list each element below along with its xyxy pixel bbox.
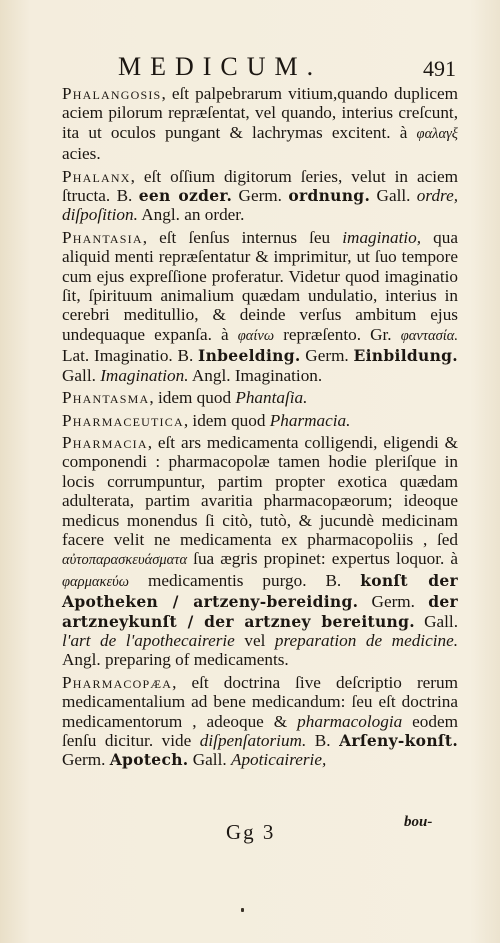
greek-term: αὐτοπαρασκευάσματα [62, 552, 188, 569]
dictionary-entry [62, 673, 458, 770]
entry-text: Germ. [62, 750, 110, 770]
entry-headword: Phalanx [62, 166, 131, 186]
entry-text: acies. [62, 144, 101, 164]
ink-speck [241, 908, 244, 912]
entry-text: B. [306, 731, 340, 750]
entry-headword: Pharmacopæa [62, 672, 173, 692]
blackletter-term: konſt der Apotheken / artzeny-bereiding. [62, 570, 458, 612]
blackletter-term: Arſeny-konſt. [339, 731, 459, 750]
greek-term: φαντασία. [400, 327, 458, 344]
italic-term: Imagination. [100, 365, 189, 385]
catchword: bou- [404, 814, 433, 830]
greek-term: φαλαγξ [416, 125, 458, 142]
italic-term: ordre, diſpoſition. [62, 186, 459, 225]
entry-text: , eſt ſenſus internus ſeu [142, 227, 343, 247]
page-header [0, 52, 500, 82]
italic-term: pharmacologia [297, 711, 403, 731]
blackletter-term: Apotech. [109, 750, 189, 770]
blackletter-term: Inbeelding. [198, 346, 301, 366]
dictionary-entry [62, 433, 458, 670]
entry-text: , eſt doctrina ſive deſcriptio rerum medicamentalium ad bene medicandum: ſeu eſt doctrina medicamentorum , adeoque & [62, 672, 458, 731]
dictionary-entry [62, 228, 458, 385]
entry-headword: Phalangosis [62, 84, 162, 103]
greek-term: φαρμακεύω [62, 573, 130, 590]
dictionary-entries [62, 84, 458, 773]
dictionary-entry [62, 411, 458, 430]
signature-mark: Gg 3 [226, 820, 276, 844]
entry-text: , eſt ars medicamenta colligendi, eligendi & componendi : pharmacopolæ tamen hodie pleriſque in locis corrumpuntur, partim propter exotica quædam adulterata, partim avaritia pharmacopæorum; ideoque medicus monendus ſi citò, tutò, & jucundè medicinam facere velit ne medicamenta ex pharmacopoliis , ſed [62, 432, 458, 549]
entry-text: Germ. [358, 592, 429, 612]
greek-term: φαίνω [237, 327, 275, 344]
entry-headword: Phantasia [62, 227, 143, 247]
entry-text: , eſt oſſium digitorum ſeries, velut in aciem ſtructa. B. [62, 166, 458, 206]
entry-text: Gall. [188, 750, 231, 770]
entry-text: Gall. [414, 611, 459, 631]
italic-term: diſpenſatorium. [199, 731, 307, 750]
entry-text: eodem ſenſu dicitur. vide [62, 711, 458, 750]
dictionary-entry [62, 167, 458, 225]
entry-text: , eſt palpebrarum vitium,quando duplicem aciem pilorum repræſentat, vel quando, interius creſcunt, ita ut oculos pungant & lachrymas excitent. à [62, 84, 458, 142]
entry-headword: Pharmacia [62, 432, 148, 452]
entry-text: , idem quod [149, 388, 236, 408]
page-footer [0, 814, 500, 848]
dictionary-entry [62, 84, 458, 164]
entry-text: Gall. [62, 365, 101, 385]
entry-text: Germ. [300, 346, 354, 366]
entry-text: Gall. [370, 186, 417, 206]
italic-term: Pharmacia. [269, 410, 351, 430]
entry-text: Germ. [232, 186, 289, 206]
entry-text: qua aliquid menti repræſentatur & imprimitur, ut ſuo tempore cum ejus expreſſione proferatur. Videtur quod imaginatio ſit, ſpirituum animalium quædam undulatio, interius in cerebri meditullio, & deinde verſus ambitum ejus undequaque expanſa. à [62, 227, 458, 344]
entry-text: medicamentis purgo. B. [129, 570, 361, 590]
italic-term: preparation de medicine. [274, 630, 458, 650]
italic-term: l'art de l'apothecairerie [62, 630, 235, 650]
running-head: MEDICUM. [118, 52, 323, 81]
dictionary-entry [62, 388, 458, 407]
entry-text: Lat. Imaginatio. B. [62, 346, 199, 366]
page-number: 491 [423, 56, 456, 81]
italic-term: Phantaſia. [235, 388, 308, 408]
blackletter-term: een ozder. [138, 186, 233, 206]
entry-text: ſua ægris propinet: expertus loquor. à [187, 549, 458, 569]
entry-text: repræſento. Gr. [274, 324, 401, 344]
entry-text: , idem quod [183, 410, 270, 430]
italic-term: Apoticairerie, [230, 750, 327, 770]
entry-headword: Pharmaceutica [62, 410, 184, 430]
blackletter-term: der artzneykunſt / der artzney bereitung. [62, 592, 458, 631]
entry-text: Angl. an order. [137, 205, 245, 225]
entry-text: Angl. Imagination. [188, 365, 323, 385]
entry-headword: Phantasma [62, 388, 150, 408]
entry-text: Angl. preparing of medicaments. [62, 650, 289, 670]
entry-text: vel [234, 630, 275, 650]
blackletter-term: Einbildung. [353, 346, 458, 366]
blackletter-term: ordnung. [288, 186, 371, 206]
italic-term: imaginatio, [342, 227, 422, 247]
